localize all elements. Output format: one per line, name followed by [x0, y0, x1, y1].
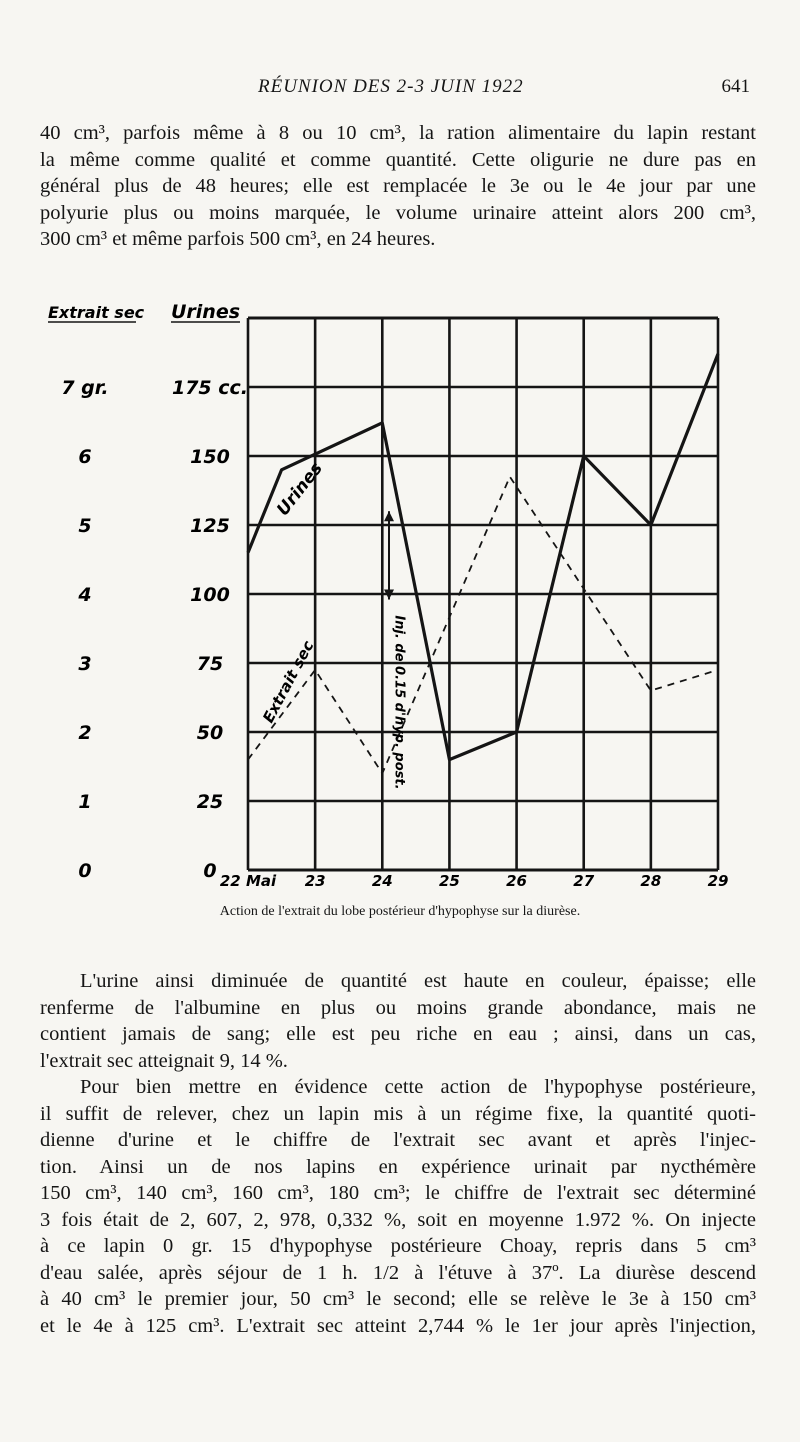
extrait-tick-label: 2 — [78, 722, 92, 744]
text-line: la même comme qualité et comme quantité. Cette oligurie ne dure pas en — [40, 148, 756, 171]
urines-tick-label: 100 — [190, 584, 230, 606]
extrait-tick-label: 5 — [78, 515, 92, 537]
urines-tick-label: 75 — [196, 653, 224, 675]
x-tick-label: 23 — [304, 872, 326, 890]
text-line: à ce lapin 0 gr. 15 d'hypophyse postérieure Choay, repris dans 5 cm³ — [40, 1235, 756, 1257]
urines-series-label: Urines — [273, 458, 327, 520]
running-title: RÉUNION DES 2-3 JUIN 1922 — [258, 76, 524, 97]
urines-tick-label: 50 — [196, 722, 224, 744]
urines-tick-label: 175 cc. — [171, 377, 249, 399]
text-line: d'eau salée, après séjour de 1 h. 1/2 à l'étuve à 37º. La diurèse descend — [40, 1261, 756, 1284]
page-header — [0, 76, 800, 106]
extrait-tick-label: 6 — [78, 446, 92, 468]
text-line: 3 fois était de 2, 607, 2, 978, 0,332 %, soit en moyenne 1.972 %. On injecte — [40, 1208, 756, 1231]
injection-annotation: Inj. de 0.15 d'hyp. post. — [391, 615, 407, 790]
right-axis-title: Urines — [171, 301, 241, 323]
extrait-tick-label: 7 gr. — [61, 377, 109, 399]
text-line: général plus de 48 heures; elle est remplacée le 3e ou le 4e jour par une — [40, 175, 756, 197]
x-tick-label: 27 — [573, 872, 595, 890]
text-line: 40 cm³, parfois même à 8 ou 10 cm³, la ration alimentaire du lapin restant — [40, 122, 756, 144]
extrait-tick-label: 3 — [78, 653, 92, 675]
text-line: contient jamais de sang; elle est peu riche en eau ; ainsi, dans un cas, — [40, 1023, 756, 1045]
x-tick-label: 29 — [707, 872, 729, 890]
figure-caption: Action de l'extrait du lobe postérieur d'hypophyse sur la diurèse. — [219, 904, 581, 919]
paragraph-3 — [40, 1074, 756, 1339]
left-axis-title: Extrait sec — [48, 303, 145, 322]
paragraph-1 — [40, 120, 756, 253]
text-line: L'urine ainsi diminuée de quantité est haute en couleur, épaisse; elle — [80, 970, 756, 992]
text-line: et le 4e à 125 cm³. L'extrait sec atteint 2,744 % le 1er jour après l'injection, — [40, 1314, 756, 1337]
extrait-tick-label: 4 — [78, 584, 92, 606]
extrait-tick-label: 1 — [78, 791, 92, 813]
x-tick-label: 24 — [371, 872, 393, 890]
text-line: 150 cm³, 140 cm³, 160 cm³, 180 cm³; le chiffre de l'extrait sec déterminé — [40, 1182, 756, 1204]
text-line: à 40 cm³ le premier jour, 50 cm³ le second; elle se relève le 3e à 150 cm³ — [40, 1288, 756, 1310]
text-line: polyurie plus ou moins marquée, le volume urinaire atteint alors 200 cm³, — [40, 201, 756, 224]
urines-tick-label: 25 — [196, 791, 224, 813]
urines-tick-label: 125 — [190, 515, 230, 537]
x-tick-label: 25 — [438, 872, 460, 890]
text-line: renferme de l'albumine en plus ou moins grande abondance, mais ne — [40, 996, 756, 1019]
text-line: tion. Ainsi un de nos lapins en expérience urinait par nycthémère — [40, 1155, 756, 1178]
page-number: 641 — [721, 76, 750, 97]
text-line: l'extrait sec atteignait 9, 14 %. — [40, 1049, 288, 1072]
extrait-tick-label: 0 — [78, 860, 92, 882]
diuresis-chart — [30, 290, 770, 890]
text-line: 300 cm³ et même parfois 500 cm³, en 24 heures. — [40, 228, 436, 250]
urines-tick-label: 0 — [203, 860, 217, 882]
text-line: il suffit de relever, chez un lapin mis à un régime fixe, la quantité quoti- — [40, 1102, 756, 1125]
x-tick-label: 22 Mai — [219, 872, 277, 890]
text-line: dienne d'urine et le chiffre de l'extrait sec avant et après l'injec- — [40, 1129, 756, 1151]
urines-series-line — [248, 354, 718, 760]
text-line: Pour bien mettre en évidence cette action de l'hypophyse postérieure, — [80, 1076, 756, 1098]
injection-arrow-head-up — [384, 511, 394, 521]
x-tick-label: 28 — [640, 872, 662, 890]
urines-tick-label: 150 — [190, 446, 230, 468]
extrait-sec-series-label: Extrait sec — [259, 637, 318, 726]
x-tick-label: 26 — [506, 872, 528, 890]
paragraph-2 — [40, 968, 756, 1074]
